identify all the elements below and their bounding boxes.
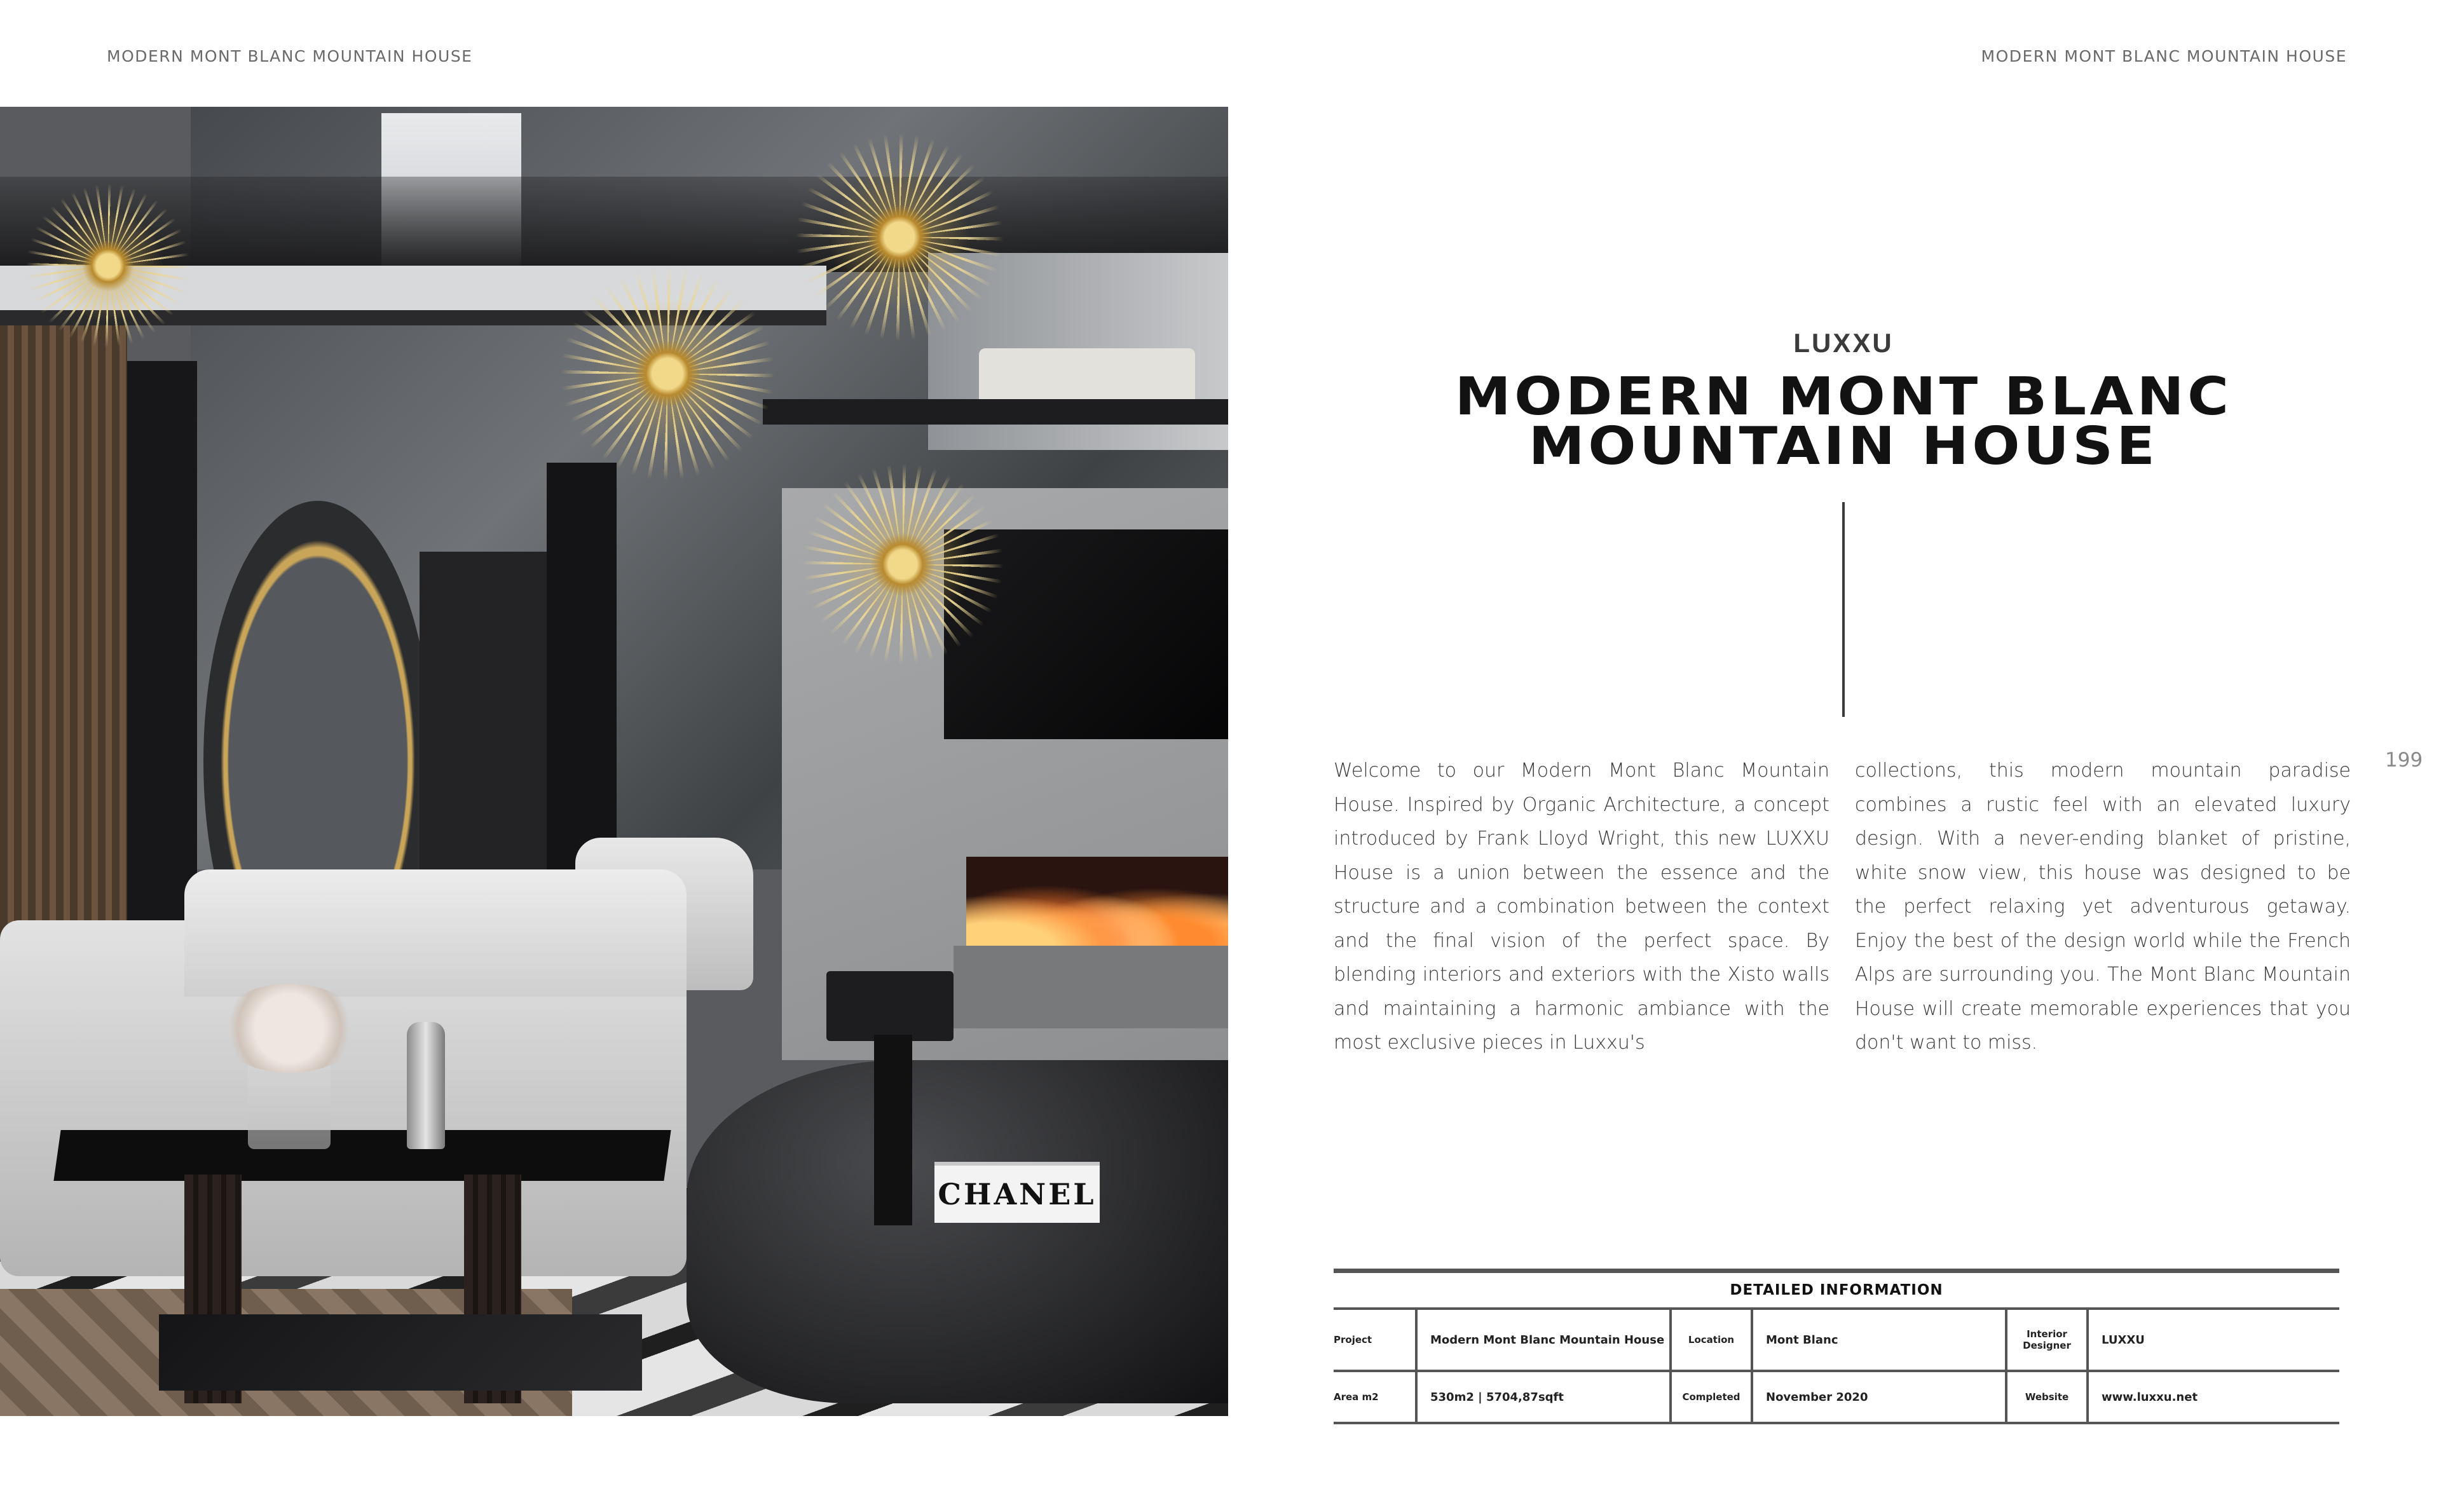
sofa-back	[184, 869, 687, 997]
upper-sofa	[979, 348, 1195, 405]
chandelier-1	[795, 132, 1004, 342]
flowers	[216, 984, 362, 1073]
location-value: Mont Blanc	[1753, 1310, 2007, 1370]
running-head-left: MODERN MONT BLANC MOUNTAIN HOUSE	[107, 47, 473, 65]
table-title: DETAILED INFORMATION	[1334, 1273, 2339, 1310]
chandelier-4	[25, 183, 191, 348]
website-label: Website	[2007, 1372, 2089, 1422]
book-spine-text: CHANEL	[938, 1177, 1097, 1211]
chandelier-2	[559, 266, 776, 482]
brand-name: LUXXU	[1793, 328, 1894, 358]
fireplace-shelf	[954, 946, 1228, 1028]
chess-sculpture	[407, 1022, 445, 1149]
project-label: Project	[1334, 1310, 1418, 1370]
interior-photo	[0, 107, 1228, 1416]
area-label: Area m2	[1334, 1372, 1418, 1422]
fireplace-flames	[966, 857, 1228, 946]
chandelier-3	[801, 463, 1004, 666]
round-coffee-table	[687, 1060, 1228, 1403]
designer-label: Interior Designer	[2007, 1310, 2089, 1370]
body-text-column-2: collections, this modern mountain paradise combines a rustic feel with an elevated luxury design. With a never-ending blanket of pristine, white snow view, this house was designed to be the perfect relaxing yet adventurous getaway. Enjoy the best of the design world while the French Alps are surrounding you. The Mont Blanc Mountain House will create memorable experiences that you don't want to miss.	[1855, 759, 2351, 1054]
area-value: 530m2 | 5704,87sqft	[1418, 1372, 1672, 1422]
running-head-right: MODERN MONT BLANC MOUNTAIN HOUSE	[1981, 47, 2347, 65]
title-line-1: MODERN MONT BLANC	[1454, 367, 2232, 427]
body-text-column-1: Welcome to our Modern Mont Blanc Mountain House. Inspired by Organic Architecture, a concept introduced by Frank Lloyd Wright, this new LUXXU House is a union between the essence and the structure and a combination between the context and the final vision of the perfect space. By blending interiors and exteriors with the Xisto walls and maintaining a harmonic ambiance with the most exclusive pieces in Luxxu's	[1334, 759, 1829, 1054]
table-row	[1334, 1310, 2339, 1372]
project-value: Modern Mont Blanc Mountain House	[1418, 1310, 1672, 1370]
book-stack	[934, 1162, 1100, 1223]
page-title	[1260, 367, 2427, 477]
console-table	[53, 1130, 671, 1181]
location-label: Location	[1672, 1310, 1753, 1370]
page-number: 199	[2385, 749, 2423, 772]
table-lamp	[826, 971, 954, 1041]
title-line-2: MOUNTAIN HOUSE	[1528, 416, 2159, 477]
vertical-divider	[1842, 502, 1845, 717]
website-link[interactable]: www.luxxu.net	[2102, 1390, 2198, 1404]
designer-value: LUXXU	[2102, 1333, 2145, 1347]
lamp-base	[874, 1035, 912, 1225]
completed-value: November 2020	[1753, 1372, 2007, 1422]
detailed-information-table	[1334, 1269, 2339, 1424]
gallery-rail	[763, 399, 1228, 425]
completed-label: Completed	[1672, 1372, 1753, 1422]
table-row	[1334, 1372, 2339, 1424]
marble-base	[159, 1314, 642, 1391]
